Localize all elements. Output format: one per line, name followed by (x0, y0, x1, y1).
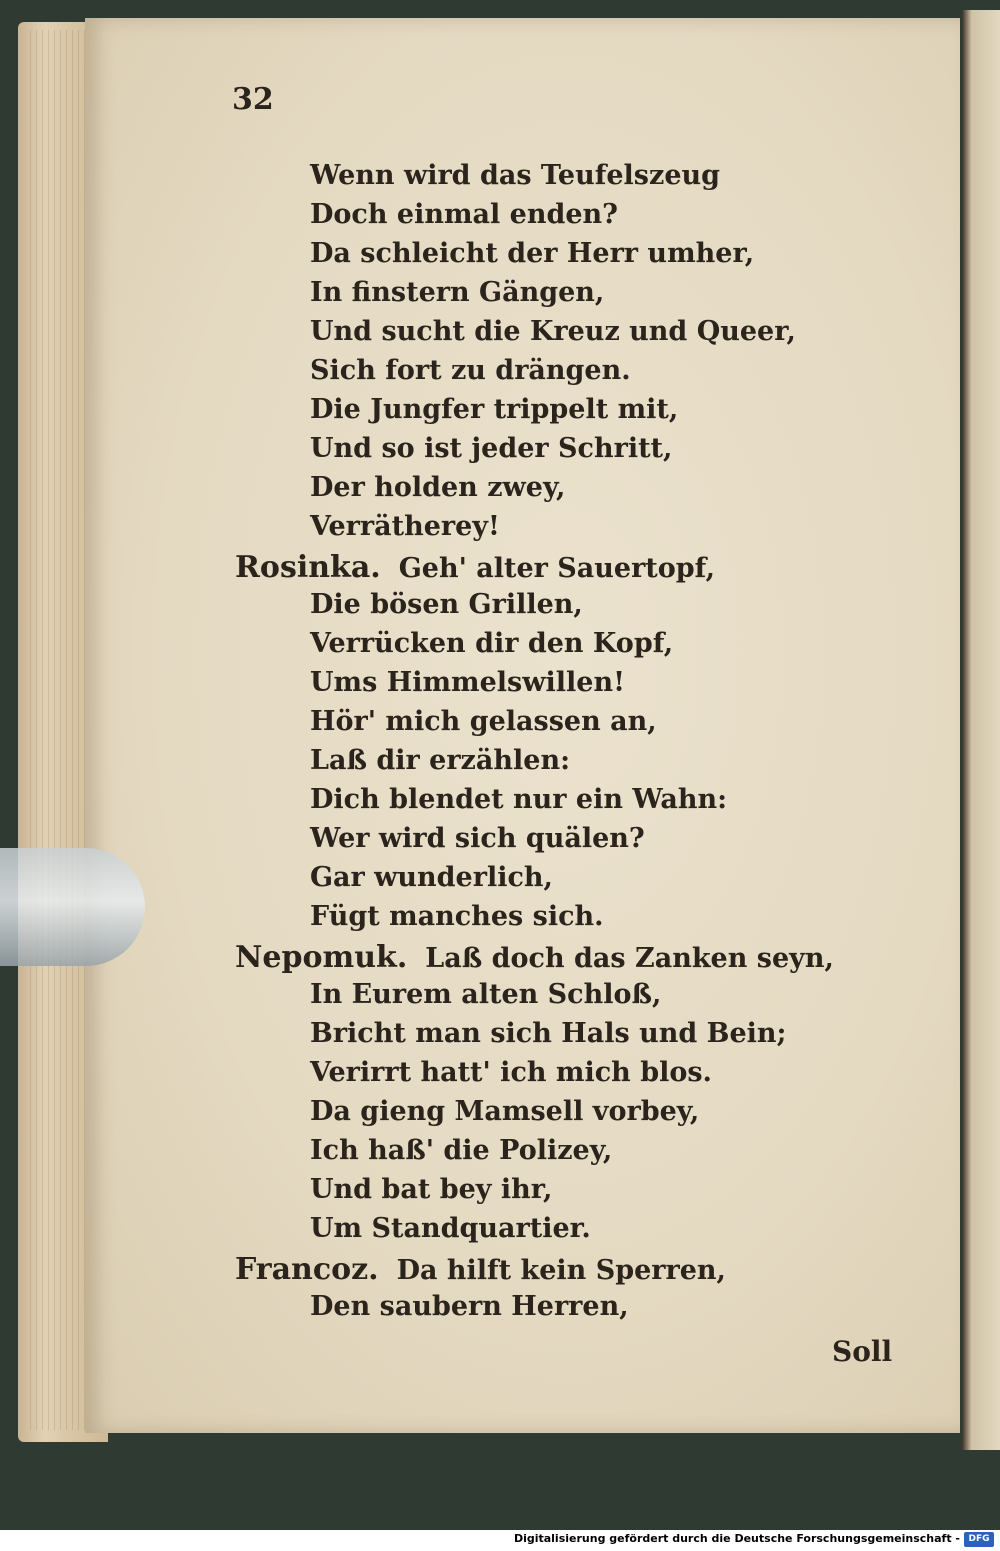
verse-line: Doch einmal enden? (310, 199, 618, 230)
verse-line: Verirrt hatt' ich mich blos. (310, 1057, 712, 1088)
verse-line: Fügt manches sich. (310, 901, 604, 932)
verse-line: Ich haß' die Polizey, (310, 1135, 613, 1166)
verse-line: Wer wird sich quälen? (310, 823, 645, 854)
verse-line: Und sucht die Kreuz und Queer, (310, 316, 796, 347)
speaker-name: Rosinka. (235, 550, 381, 585)
verse-line: Da schleicht der Herr umher, (310, 238, 755, 269)
verse-line: Hör' mich gelassen an, (310, 706, 657, 737)
verse-line: Bricht man sich Hals und Bein; (310, 1018, 787, 1049)
verse-line: Dich blendet nur ein Wahn: (310, 784, 728, 815)
page-number: 32 (232, 82, 274, 117)
funding-credit: Digitalisierung gefördert durch die Deutsche Forschungsgemeinschaft - (513, 1532, 960, 1545)
verse-line: Verrätherey! (310, 511, 500, 542)
verse-line: Wenn wird das Teufelszeug (310, 160, 721, 191)
digitization-footer (0, 1530, 1000, 1551)
verse-line: In Eurem alten Schloß, (310, 979, 662, 1010)
verse-line: Gar wunderlich, (310, 862, 553, 893)
verse-line: Die bösen Grillen, (310, 589, 583, 620)
verse-line: Der holden zwey, (310, 472, 566, 503)
verse-line: Da gieng Mamsell vorbey, (310, 1096, 700, 1127)
speaker-line: Rosinka. Geh' alter Sauertopf, (235, 550, 716, 585)
speaker-line: Francoz. Da hilft kein Sperren, (235, 1252, 726, 1287)
speaker-name: Nepomuk. (235, 940, 408, 975)
dfg-logo-icon: DFG (964, 1532, 994, 1547)
verse-line: Die Jungfer trippelt mit, (310, 394, 679, 425)
verse-line: Und so ist jeder Schritt, (310, 433, 673, 464)
verse-line: In finstern Gängen, (310, 277, 605, 308)
verse-line: Und bat bey ihr, (310, 1174, 553, 1205)
verse-line: Um Standquartier. (310, 1213, 591, 1244)
verse-line: Laß dir erzählen: (310, 745, 571, 776)
verse-line: Ums Himmelswillen! (310, 667, 625, 698)
speaker-name: Francoz. (235, 1252, 379, 1287)
catchword: Soll (832, 1335, 893, 1368)
verse-line: Sich fort zu drängen. (310, 355, 631, 386)
verse-line: Verrücken dir den Kopf, (310, 628, 674, 659)
speaker-line: Nepomuk. Laß doch das Zanken seyn, (235, 940, 834, 975)
verse-line: Den saubern Herren, (310, 1291, 629, 1322)
